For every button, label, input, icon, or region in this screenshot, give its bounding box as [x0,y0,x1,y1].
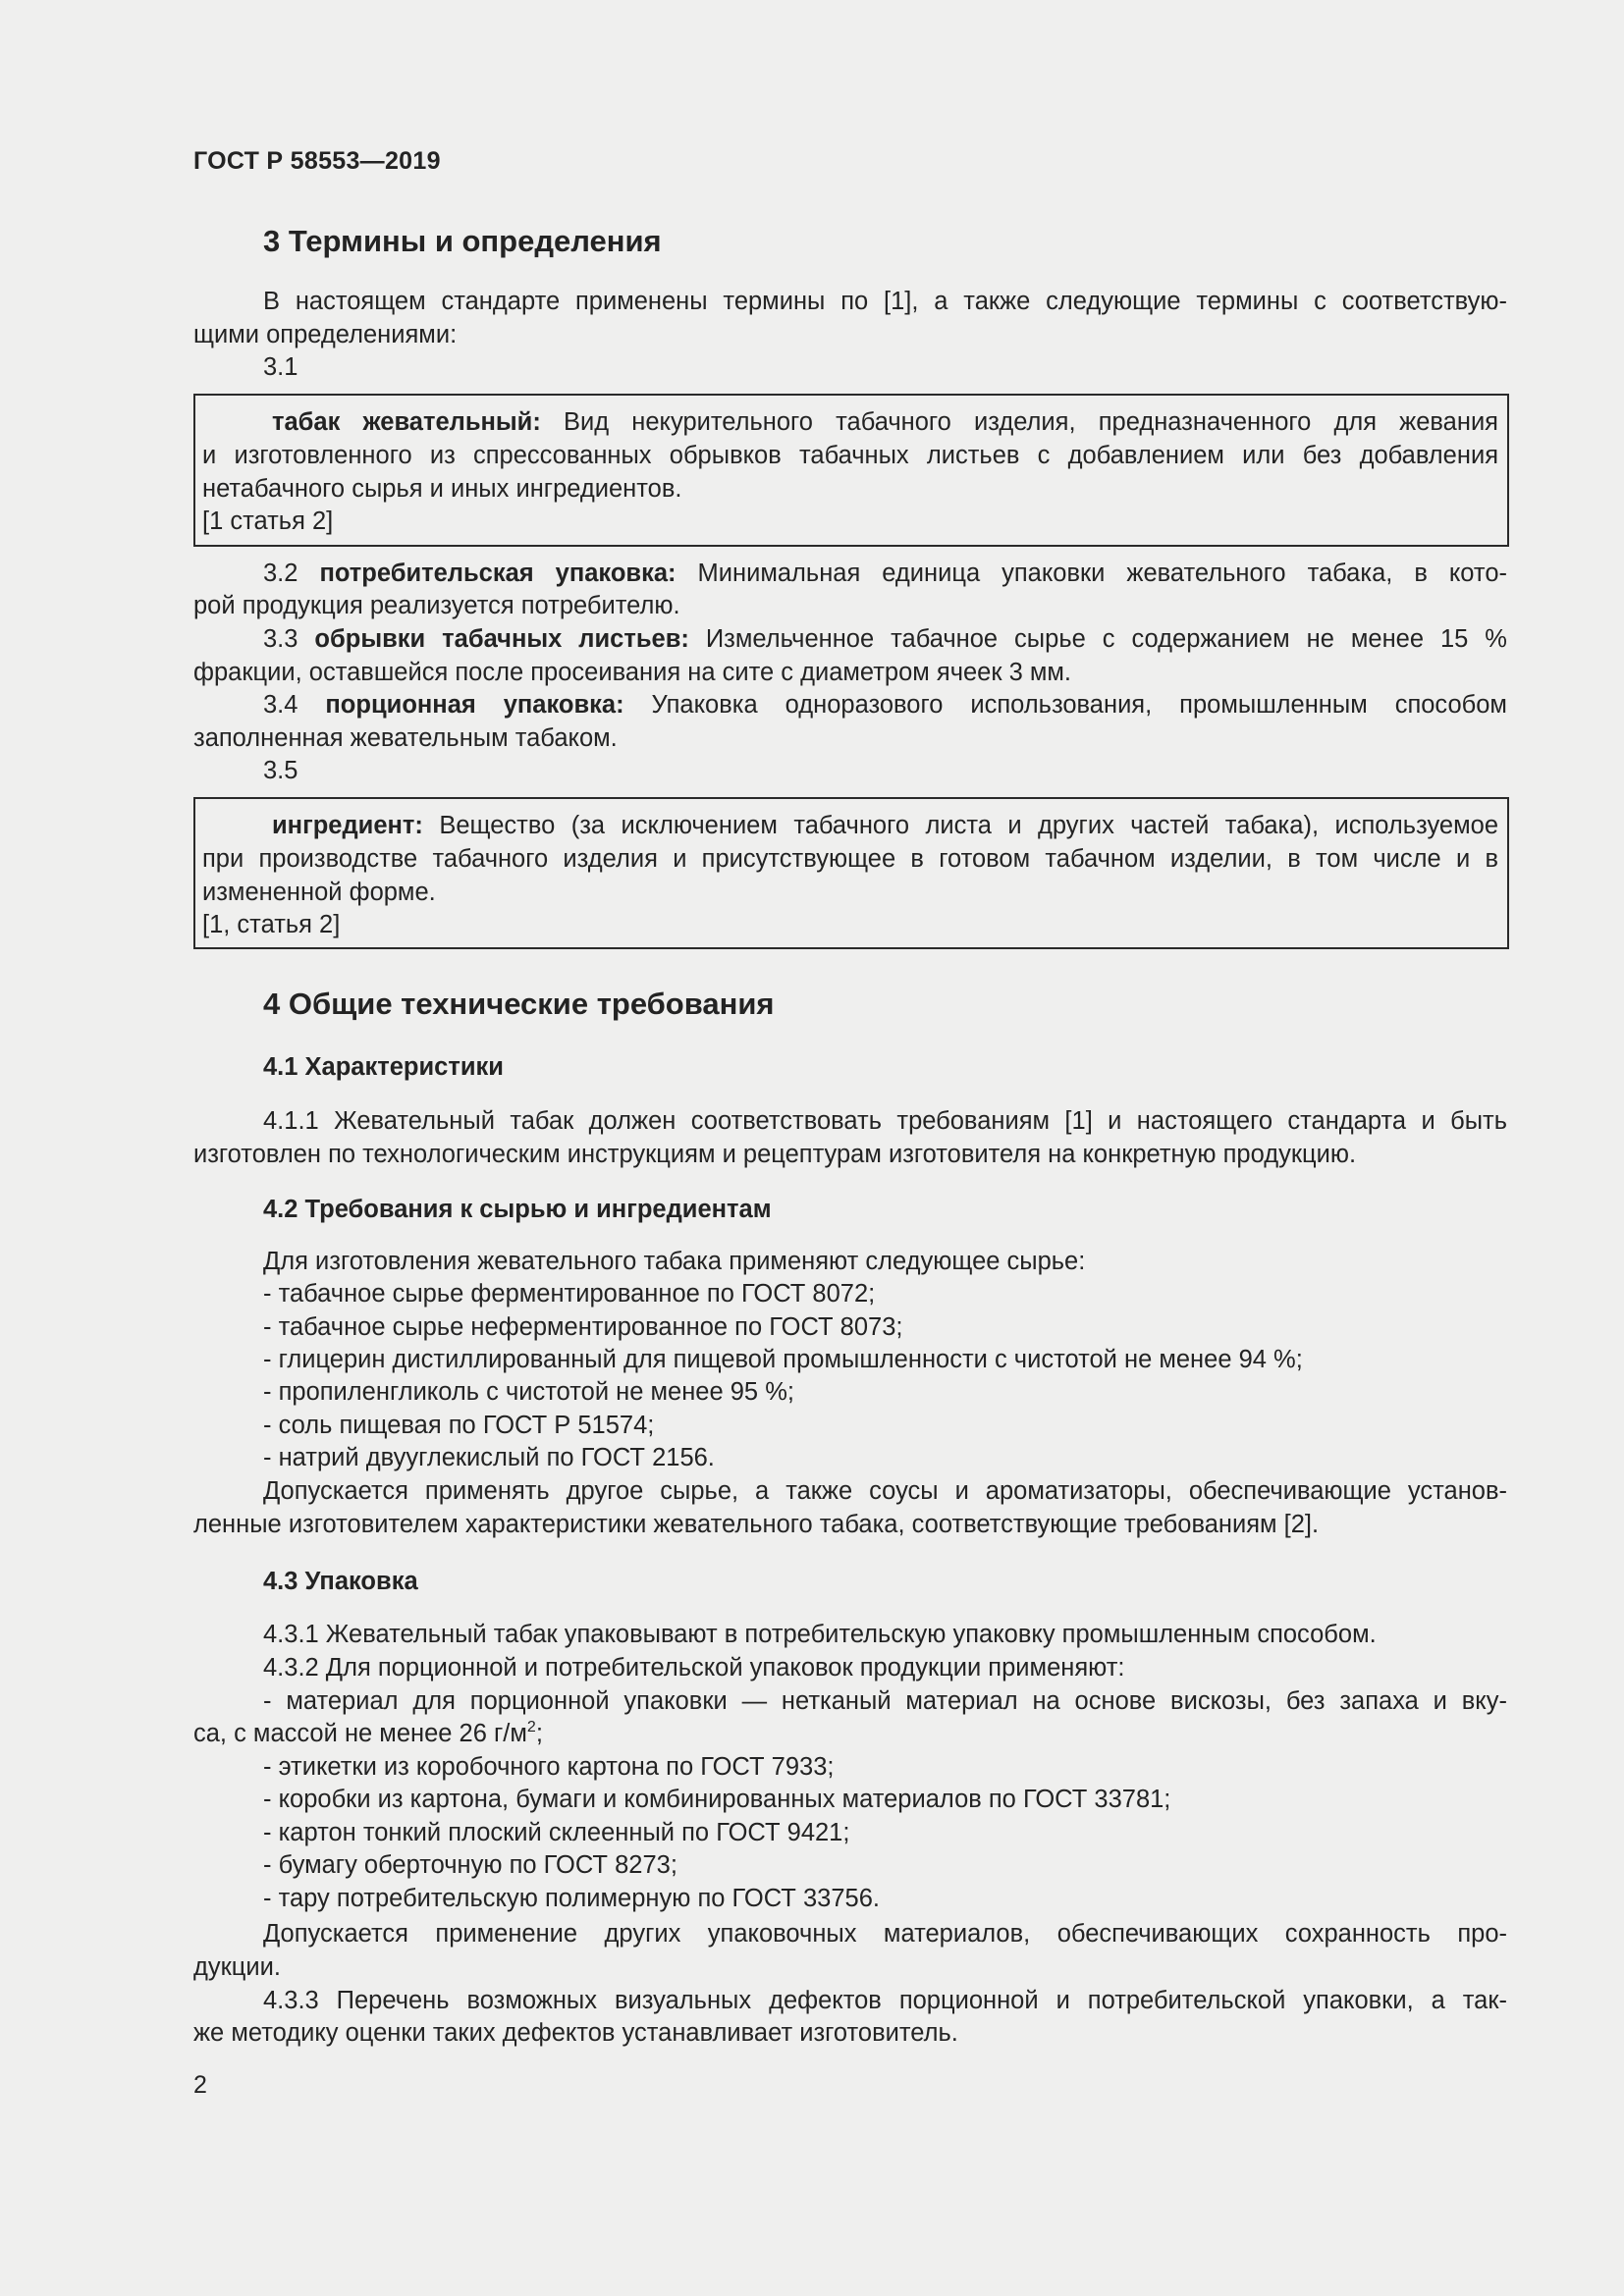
section-4-title: 4 Общие технические требования [263,987,775,1021]
list-item: - табачное сырье неферментированное по ГОСТ 8073; [263,1313,903,1341]
term-3-1-line3: нетабачного сырья и иных ингредиентов. [202,475,682,503]
para-4-2-note-line1: Допускается применять другое сырье, а также соусы и ароматизаторы, обеспечивающие установ- [263,1477,1507,1505]
material-unit-superscript: 2 [526,1719,536,1735]
term-3-5-term: ингредиент: [272,812,423,839]
term-3-5-definition-start: Вещество (за исключением табачного листа и других частей табака), используемое [422,812,1498,839]
term-3-5-number: 3.5 [263,757,298,784]
para-4-3-3-line1: 4.3.3 Перечень возможных визуальных дефектов порционной и потребительской упаковки, а так- [263,1987,1507,2014]
term-3-1-box [193,394,1509,547]
term-3-1-definition-start: Вид некурительного табачного изделия, предназначенного для жевания [540,408,1498,436]
list-item: - пропиленгликоль с чистотой не менее 95 %; [263,1378,794,1406]
term-3-2-line2: рой продукция реализуется потребителю. [193,592,680,619]
term-3-3-definition-start: Измельченное табачное сырье с содержанием не менее 15 % [688,625,1507,653]
para-4-3-note-line2: дукции. [193,1953,281,1981]
section-4-3-title: 4.3 Упаковка [263,1568,418,1595]
term-3-3-line2: фракции, оставшейся после просеивания на сите с диаметром ячеек 3 мм. [193,659,1072,686]
para-4-1-1-line1: 4.1.1 Жевательный табак должен соответствовать требованиям [1] и настоящего стандарта и быть [263,1107,1507,1135]
para-4-1-1-line2: изготовлен по технологическим инструкциям и рецептурам изготовителя на конкретную продукцию. [193,1141,1357,1168]
list-item: - соль пищевая по ГОСТ Р 51574; [263,1412,655,1439]
term-3-2-definition-start: Минимальная единица упаковки жевательного табака, в кото- [676,560,1507,587]
term-3-2-line1 [263,557,1507,590]
section-4-2-title: 4.2 Требования к сырью и ингредиентам [263,1196,772,1223]
term-3-2-number: 3.2 [263,560,320,587]
term-3-3-line1 [263,622,1507,656]
term-3-3-number: 3.3 [263,625,315,653]
list-item: - картон тонкий плоский склеенный по ГОСТ 9421; [263,1819,850,1846]
term-3-2-term: потребительская упаковка: [319,560,677,587]
material-line2-end: ; [535,1720,543,1747]
para-4-3-3-line2: же методику оценки таких дефектов устанавливает изготовитель. [193,2019,958,2047]
list-item: - коробки из картона, бумаги и комбинированных материалов по ГОСТ 33781; [263,1786,1171,1813]
list-item: - бумагу оберточную по ГОСТ 8273; [263,1851,677,1879]
para-4-3-2: 4.3.2 Для порционной и потребительской упаковок продукции применяют: [263,1654,1125,1682]
term-3-4-definition-start: Упаковка одноразового использования, промышленным способом [623,691,1507,719]
term-3-1-line2: и изготовленного из спрессованных обрывков табачных листьев с добавлением или без добавления [202,442,1498,469]
para-4-3-note-line1: Допускается применение других упаковочных материалов, обеспечивающих сохранность про- [263,1920,1507,1948]
term-3-1-line1 [272,405,1498,439]
list-item: - табачное сырье ферментированное по ГОСТ 8072; [263,1280,876,1308]
term-3-5-line3: измененной форме. [202,879,436,906]
list-item: - глицерин дистиллированный для пищевой промышленности с чистотой не менее 94 %; [263,1346,1303,1373]
section-4-1-title: 4.1 Характеристики [263,1053,504,1081]
term-3-5-line2: при производстве табачного изделия и присутствующее в готовом табачном изделии, в том числе и в [202,845,1498,873]
term-3-4-number: 3.4 [263,691,326,719]
list-item: - натрий двууглекислый по ГОСТ 2156. [263,1444,715,1471]
list-item: - этикетки из коробочного картона по ГОСТ 7933; [263,1753,835,1781]
para-4-2-note-line2: ленные изготовителем характеристики жевательного табака, соответствующие требованиям [2]. [193,1511,1320,1538]
list-item: - тару потребительскую полимерную по ГОСТ 33756. [263,1885,880,1912]
standard-number: ГОСТ Р 58553—2019 [193,147,441,175]
material-line2-text: са, с массой не менее 26 г/м [193,1720,527,1747]
section-3-title: 3 Термины и определения [263,224,662,258]
para-4-2-intro: Для изготовления жевательного табака применяют следующее сырье: [263,1248,1086,1275]
term-3-4-term: порционная упаковка: [325,691,624,719]
term-3-1-source: [1 статья 2] [202,507,334,535]
term-3-4-line2: заполненная жевательным табаком. [193,724,618,752]
term-3-1-term: табак жевательный: [272,408,541,436]
term-3-1-number: 3.1 [263,353,298,381]
material-line2 [193,1717,543,1750]
term-3-4-line1 [263,688,1507,721]
section-3-intro-line2: щими определениями: [193,321,458,348]
term-3-3-term: обрывки табачных листьев: [314,625,689,653]
term-3-5-box [193,797,1509,949]
material-line1: - материал для порционной упаковки — нетканый материал на основе вискозы, без запаха и вку- [263,1687,1507,1715]
page-number: 2 [193,2071,207,2099]
section-3-intro-line1: В настоящем стандарте применены термины по [1], а также следующие термины с соответствую- [263,288,1507,315]
term-3-5-line1 [272,809,1498,842]
para-4-3-1: 4.3.1 Жевательный табак упаковывают в потребительскую упаковку промышленным способом. [263,1621,1377,1648]
term-3-5-source: [1, статья 2] [202,911,341,938]
